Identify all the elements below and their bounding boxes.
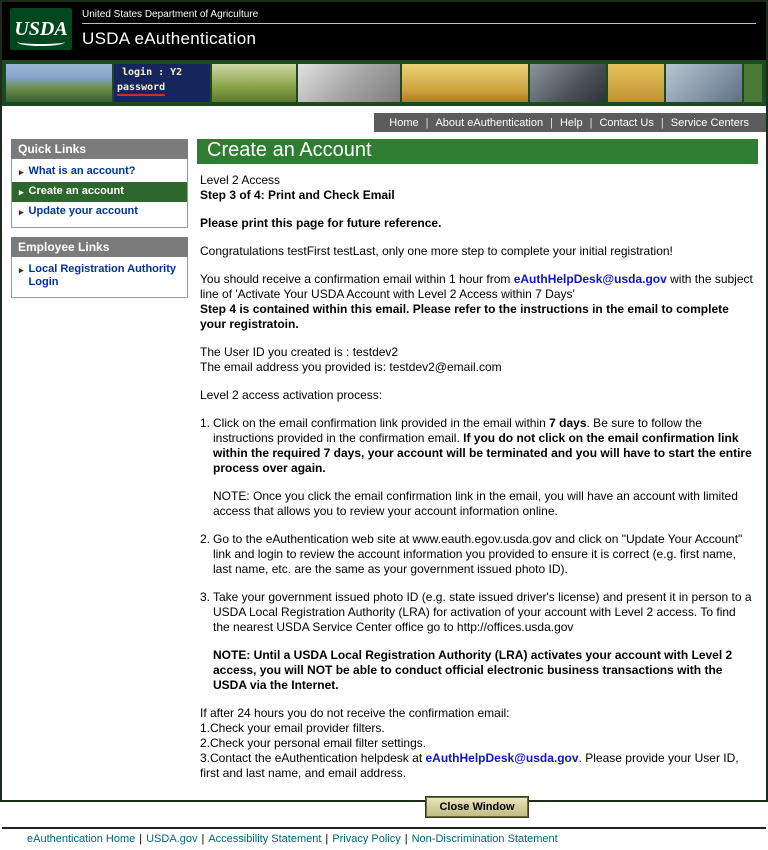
user-id-line: The User ID you created is : testdev2 (200, 345, 399, 359)
footer-link-accessibility[interactable]: Accessibility Statement (208, 833, 322, 845)
check-step-1: 1.Check your email provider filters. (200, 721, 385, 735)
quick-links-header: Quick Links (11, 139, 188, 159)
banner-password-text: password (117, 82, 165, 96)
banner-photo-wheat (402, 64, 528, 102)
header-text (82, 8, 756, 49)
step4-note: Step 4 is contained within this email. Please refer to the instructions in the email to complete your registratoin. (200, 302, 729, 331)
footer-link-eauth-home[interactable]: eAuthentication Home (27, 833, 136, 845)
footer-separator: | (325, 833, 329, 845)
banner-photo-typing-hands (530, 64, 606, 102)
step3-text: Take your government issued photo ID (e.g. state issued driver's license) and present it in person to a USDA Local Registration Authority (LRA) for activation of your account with Level 2 access. To find the nearest USDA Service Center office go to http://offices.usda.gov (213, 590, 752, 634)
footer (2, 827, 766, 850)
check3-text-2: . Please provide your User ID, first and last name, and email address. (200, 751, 739, 780)
arrow-icon: ▸ (19, 187, 24, 197)
footer-link-nondiscrimination[interactable]: Non-Discrimination Statement (411, 833, 558, 845)
header (2, 2, 766, 60)
page-title: Create an Account (197, 139, 758, 164)
sidebar-item-label: What is an account? (28, 165, 136, 177)
sidebar-item-label: Local Registration Authority Login (28, 263, 177, 288)
step-heading: Step 3 of 4: Print and Check Email (200, 188, 395, 202)
arrow-icon: ▸ (19, 265, 24, 275)
photo-banner (2, 60, 766, 106)
top-nav-items (374, 113, 766, 132)
helpdesk-email-link-2[interactable]: eAuthHelpDesk@usda.gov (425, 751, 579, 765)
nav-about-eauthentication[interactable]: About eAuthentication (435, 116, 544, 129)
sidebar (11, 139, 188, 307)
banner-photo-login-screen (114, 64, 210, 102)
sidebar-item-what-is-account[interactable] (12, 162, 187, 182)
department-name: United States Department of Agriculture (82, 9, 756, 24)
confirm-text-2: with the subject line of 'Activate Your USDA Account with Level 2 Access within 7 Days' (200, 272, 753, 301)
access-level: Level 2 Access (200, 173, 281, 187)
banner-photo-laptop-user (666, 64, 742, 102)
activation-step-1 (200, 416, 754, 476)
footer-separator: | (404, 833, 408, 845)
banner-photo-field (212, 64, 296, 102)
nav-separator: | (660, 116, 664, 129)
activation-step-3 (200, 590, 754, 635)
check3-text-1: 3.Contact the eAuthentication helpdesk at (200, 751, 426, 765)
confirmation-paragraph (200, 272, 754, 332)
step2-text: Go to the eAuthentication web site at www.eauth.egov.usda.gov and click on "Update Your Account" link and login to review the account information you provided to ensure it is correct (e.g. first name, last name, etc. are the same as your government issued photo ID). (213, 532, 743, 576)
list-number: 3. (200, 590, 211, 604)
banner-photo-grain (608, 64, 664, 102)
note-limited-access: NOTE: Once you click the email confirmation link in the email, you will have an account with limited access that allows you to review your account information online. (213, 489, 738, 518)
no-email-heading: If after 24 hours you do not receive the confirmation email: (200, 706, 510, 720)
email-address-line: The email address you provided is: testdev2@email.com (200, 360, 502, 374)
nav-separator: | (550, 116, 553, 129)
body-text (197, 173, 758, 817)
congrats-text: Congratulations testFirst testLast, only one more step to complete your initial registration! (200, 244, 673, 258)
sidebar-item-label: Update your account (28, 205, 138, 217)
nav-separator: | (425, 116, 429, 129)
check-step-3 (200, 751, 754, 781)
nav-separator: | (589, 116, 593, 129)
banner-end-cap (744, 64, 762, 102)
banner-photo-landscape (6, 64, 112, 102)
step1-text-2: . Be sure to follow the instructions provided in the confirmation email. (213, 416, 702, 445)
list-number: 1. (200, 416, 211, 430)
step1-bold-2: If you do not click on the email confirmation link within the required 7 days, your account will be terminated and you will have to start the entire process over again. (213, 431, 752, 475)
content-area (2, 132, 766, 827)
sidebar-item-update-account[interactable] (12, 202, 187, 222)
close-window-button[interactable]: Close Window (426, 797, 527, 817)
list-number: 2. (200, 532, 211, 546)
main-content (197, 139, 758, 827)
nav-service-centers[interactable]: Service Centers (670, 116, 749, 129)
arrow-icon: ▸ (19, 207, 24, 217)
confirm-text-1: You should receive a confirmation email within 1 hour from (200, 272, 514, 286)
nav-help[interactable]: Help (559, 116, 583, 129)
check-step-2: 2.Check your personal email filter settings. (200, 736, 427, 750)
step1-text-1: Click on the email confirmation link provided in the email within (213, 416, 550, 430)
nav-contact-us[interactable]: Contact Us (599, 116, 654, 129)
helpdesk-email-link[interactable]: eAuthHelpDesk@usda.gov (513, 272, 667, 286)
process-heading: Level 2 access activation process: (200, 388, 383, 402)
banner-login-text: login : Y2 (122, 67, 183, 78)
top-nav (2, 113, 766, 132)
sidebar-item-label: Create an account (28, 185, 124, 197)
usda-logo: USDA (10, 8, 72, 50)
footer-link-usda-gov[interactable]: USDA.gov (146, 833, 198, 845)
footer-separator: | (201, 833, 205, 845)
quick-links-box (11, 159, 188, 228)
employee-links-box (11, 257, 188, 298)
sidebar-item-create-account[interactable] (12, 182, 187, 202)
activation-step-2 (200, 532, 754, 577)
banner-photo-keyboard (298, 64, 400, 102)
nav-home[interactable]: Home (389, 116, 419, 129)
step1-bold-1: 7 days (549, 416, 587, 430)
footer-link-privacy[interactable]: Privacy Policy (332, 833, 401, 845)
note-lra-activation: NOTE: Until a USDA Local Registration Authority (LRA) activates your account with Level 2 access, you will NOT be able to conduct official electronic business transactions with the USDA via the Internet. (213, 648, 733, 692)
employee-links-header: Employee Links (11, 237, 188, 257)
sidebar-item-lra-login[interactable] (12, 260, 187, 292)
print-note: Please print this page for future reference. (200, 216, 442, 230)
footer-separator: | (139, 833, 143, 845)
arrow-icon: ▸ (19, 167, 24, 177)
button-row (200, 797, 754, 817)
app-title: USDA eAuthentication (82, 29, 257, 48)
